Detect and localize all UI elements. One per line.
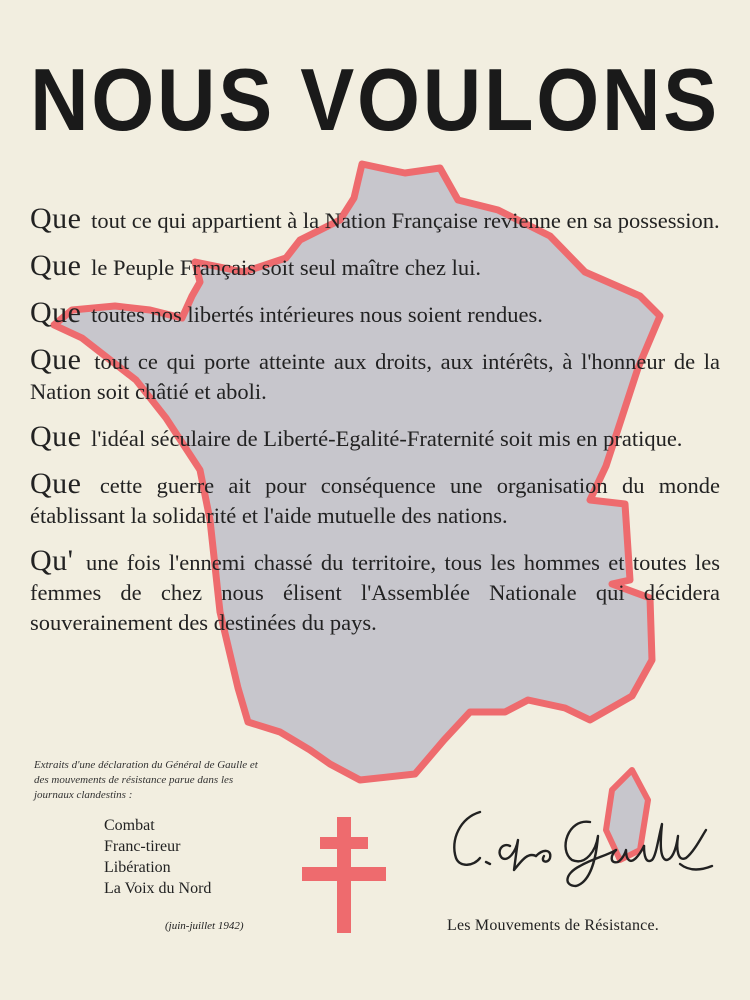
demand-item bbox=[30, 422, 720, 454]
demand-text: cette guerre ait pour conséquence une organisation du monde établissant la solidarité et l'aide mutuelle des nations. bbox=[30, 473, 721, 528]
demand-text: tout ce qui appartient à la Nation Française revienne en sa possession. bbox=[91, 208, 720, 233]
signature bbox=[440, 800, 720, 890]
demand-item bbox=[30, 251, 720, 283]
demand-text: tout ce qui porte atteinte aux droits, aux intérêts, à l'honneur de la Nation soit châtié et aboli. bbox=[30, 349, 720, 404]
demand-text: une fois l'ennemi chassé du territoire, tous les hommes et toutes les femmes de chez nous élisent l'Assemblée Nationale qui décidera souverainement des destinées du pays. bbox=[30, 550, 721, 635]
date-note: (juin-juillet 1942) bbox=[165, 920, 244, 932]
demand-item bbox=[30, 546, 720, 638]
page-title: NOUS VOULONS bbox=[30, 50, 720, 149]
demand-lead: Que bbox=[30, 343, 82, 376]
cross-of-lorraine-icon bbox=[298, 815, 390, 935]
demand-lead: Que bbox=[30, 202, 82, 235]
movement-name: Franc-tireur bbox=[104, 838, 181, 855]
demand-lead: Que bbox=[30, 249, 82, 282]
demand-text: l'idéal séculaire de Liberté-Egalité-Fraternité soit mis en pratique. bbox=[91, 426, 683, 451]
demand-item bbox=[30, 345, 720, 407]
movements-list bbox=[104, 815, 211, 899]
demand-lead: Que bbox=[30, 467, 82, 500]
demand-text: toutes nos libertés intérieures nous soient rendues. bbox=[91, 302, 543, 327]
movement-name: La Voix du Nord bbox=[104, 880, 212, 897]
demand-item bbox=[30, 469, 720, 531]
demand-lead: Que bbox=[30, 420, 82, 453]
movement-name: Libération bbox=[104, 859, 171, 876]
demand-text: le Peuple Français soit seul maître chez lui. bbox=[91, 255, 481, 280]
demands-list bbox=[30, 204, 720, 653]
demand-item bbox=[30, 298, 720, 330]
movement-name: Combat bbox=[104, 817, 155, 834]
source-note: Extraits d'une déclaration du Général de Gaulle et des mouvements de résistance parue dans les journaux clandestins : bbox=[34, 759, 258, 801]
signatory-label: Les Mouvements de Résistance. bbox=[447, 917, 659, 934]
demand-lead: Qu' bbox=[30, 544, 74, 577]
demand-item bbox=[30, 204, 720, 236]
demand-lead: Que bbox=[30, 296, 82, 329]
